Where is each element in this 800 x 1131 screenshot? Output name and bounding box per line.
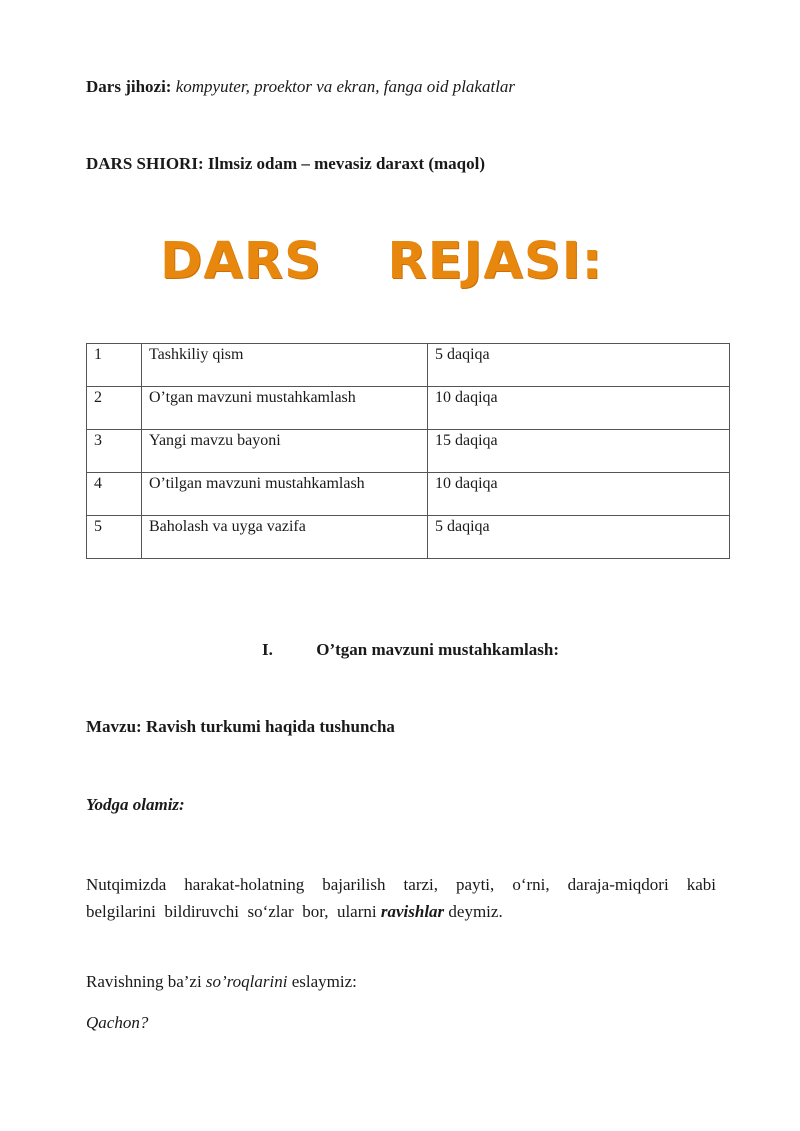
plan-row-duration: 15 daqiqa — [428, 430, 730, 473]
section-roman: I. — [262, 640, 273, 659]
definition-paragraph — [86, 871, 716, 925]
plan-row-topic: O’tilgan mavzuni mustahkamlash — [142, 473, 428, 516]
questions-intro-start: Ravishning ba’zi — [86, 972, 206, 991]
plan-row-topic: Tashkiliy qism — [142, 344, 428, 387]
plan-row-topic: Baholash va uyga vazifa — [142, 516, 428, 559]
motto-label: DARS SHIORI: — [86, 154, 204, 173]
questions-term: so’roqlarini — [205, 972, 288, 991]
paragraph-line-2-end: deymiz. — [444, 902, 503, 921]
plan-table — [86, 343, 730, 559]
plan-row — [87, 344, 730, 387]
plan-row — [87, 473, 730, 516]
plan-row-duration: 10 daqiqa — [428, 387, 730, 430]
plan-row-topic: O’tgan mavzuni mustahkamlash — [142, 387, 428, 430]
plan-row — [87, 516, 730, 559]
plan-row-number: 4 — [87, 473, 142, 516]
paragraph-line-2-start: belgilarini bildiruvchi so‘zlar bor, ularni — [86, 902, 381, 921]
paragraph-line-1: Nutqimizda harakat-holatning bajarilish tarzi, payti, o‘rni, daraja-miqdori kabi — [86, 875, 716, 894]
plan-title: DARS REJASI: — [160, 232, 603, 291]
questions-intro-end: eslaymiz: — [287, 972, 357, 991]
questions-intro — [86, 972, 357, 992]
motto-value: Ilmsiz odam – mevasiz daraxt (maqol) — [207, 154, 486, 173]
equipment-line — [86, 77, 515, 97]
plan-row-number: 1 — [87, 344, 142, 387]
plan-row-number: 2 — [87, 387, 142, 430]
plan-row — [87, 430, 730, 473]
plan-row-number: 3 — [87, 430, 142, 473]
question-when: Qachon? — [86, 1013, 149, 1032]
plan-row-duration: 5 daqiqa — [428, 344, 730, 387]
equipment-value: kompyuter, proektor va ekran, fanga oid plakatlar — [175, 77, 516, 96]
topic-heading: Mavzu: Ravish turkumi haqida tushuncha — [86, 717, 395, 736]
motto-line — [86, 154, 485, 174]
plan-row-duration: 10 daqiqa — [428, 473, 730, 516]
plan-row-duration: 5 daqiqa — [428, 516, 730, 559]
remember-heading: Yodga olamiz: — [86, 795, 185, 814]
section-heading — [262, 640, 559, 660]
equipment-label: Dars jihozi: — [86, 77, 172, 96]
plan-row — [87, 387, 730, 430]
paragraph-term: ravishlar — [380, 902, 445, 921]
plan-row-topic: Yangi mavzu bayoni — [142, 430, 428, 473]
section-title: O’tgan mavzuni mustahkamlash: — [316, 640, 560, 659]
plan-row-number: 5 — [87, 516, 142, 559]
